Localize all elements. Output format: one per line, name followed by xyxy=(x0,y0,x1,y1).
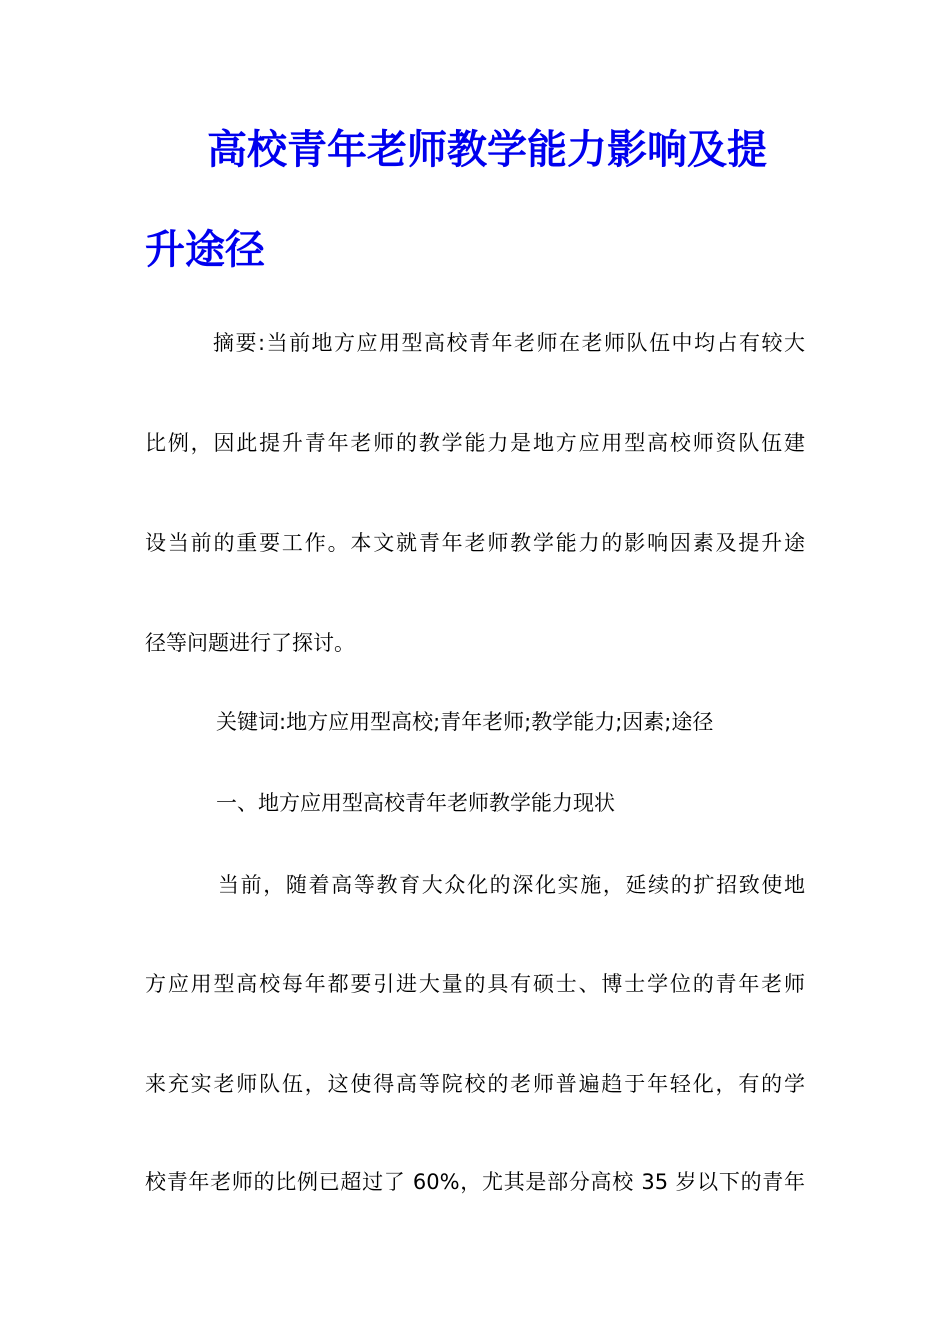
section-heading: 一、地方应用型高校青年老师教学能力现状 xyxy=(216,791,615,815)
body-line-2: 方应用型高校每年都要引进大量的具有硕士、博士学位的青年老师 xyxy=(145,972,805,996)
body-line-4: 校青年老师的比例已超过了 60%，尤其是部分高校 35 岁以下的青年 xyxy=(145,1170,805,1194)
document-title-line-1: 高校青年老师教学能力影响及提 xyxy=(207,127,767,173)
abstract-line-3: 设当前的重要工作。本文就青年老师教学能力的影响因素及提升途 xyxy=(145,531,805,555)
abstract-line-4: 径等问题进行了探讨。 xyxy=(145,631,355,655)
keywords-line: 关键词:地方应用型高校;青年老师;教学能力;因素;途径 xyxy=(216,710,714,734)
body-line-3: 来充实老师队伍，这使得高等院校的老师普遍趋于年轻化，有的学 xyxy=(145,1072,805,1096)
document-title-line-2: 升途径 xyxy=(145,227,265,273)
abstract-line-1: 摘要:当前地方应用型高校青年老师在老师队伍中均占有较大 xyxy=(213,331,805,355)
abstract-line-2: 比例，因此提升青年老师的教学能力是地方应用型高校师资队伍建 xyxy=(145,431,805,455)
body-line-1: 当前，随着高等教育大众化的深化实施，延续的扩招致使地 xyxy=(218,873,805,897)
